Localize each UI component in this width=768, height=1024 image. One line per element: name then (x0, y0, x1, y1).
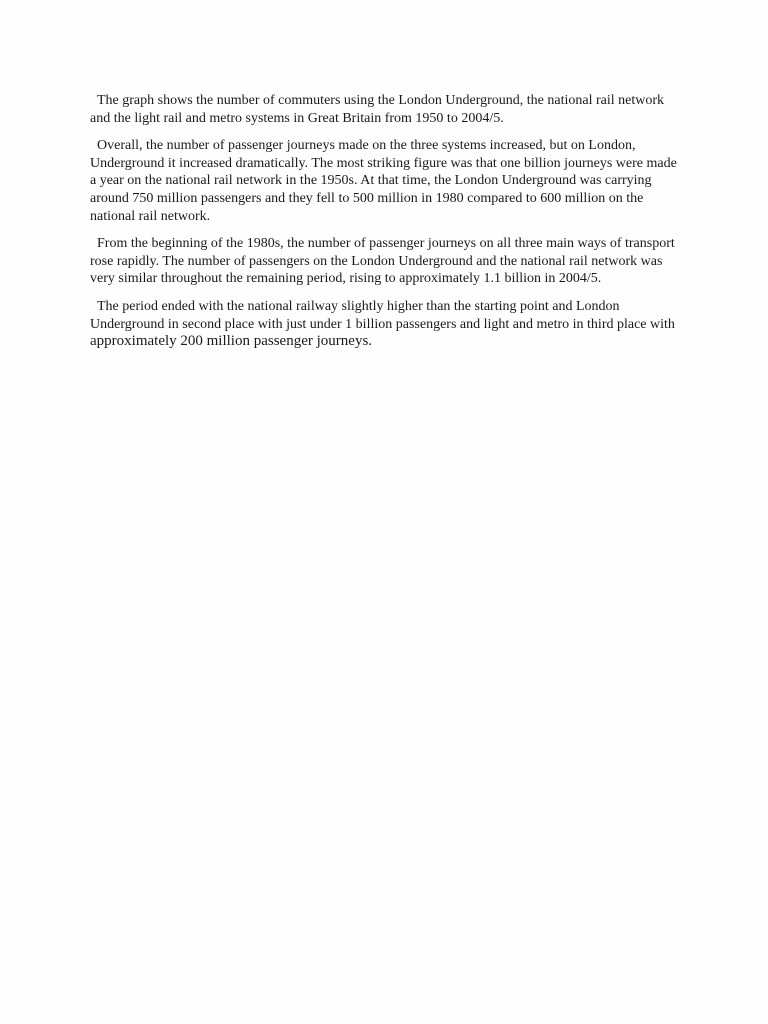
paragraph-conclusion (90, 298, 678, 351)
paragraph-overview: Overall, the number of passenger journeys made on the three systems increased, but on London, Underground it increased dramatically. The most striking figure was that one billion journeys were made a year on the national rail network in the 1950s. At that time, the London Underground was carrying around 750 million passengers and they fell to 500 million in 1980 compared to 600 million on the national rail network. (90, 138, 677, 224)
paragraph-conclusion-lead: The period ended with the national railway slightly higher than the starting point and London Underground in second place with just under 1 billion passengers and light and metro in third place with (90, 298, 675, 332)
paragraph-1980s: From the beginning of the 1980s, the number of passenger journeys on all three main ways of transport rose rapidly. The number of passengers on the London Underground and the national rail network was very similar throughout the remaining period, rising to approximately 1.1 billion in 2004/5. (90, 236, 675, 287)
essay-text (90, 92, 678, 351)
paragraph-intro: The graph shows the number of commuters using the London Underground, the national rail network and the light rail and metro systems in Great Britain from 1950 to 2004/5. (90, 93, 665, 126)
paragraph-conclusion-tail: approximately 200 million passenger journeys. (90, 333, 373, 350)
